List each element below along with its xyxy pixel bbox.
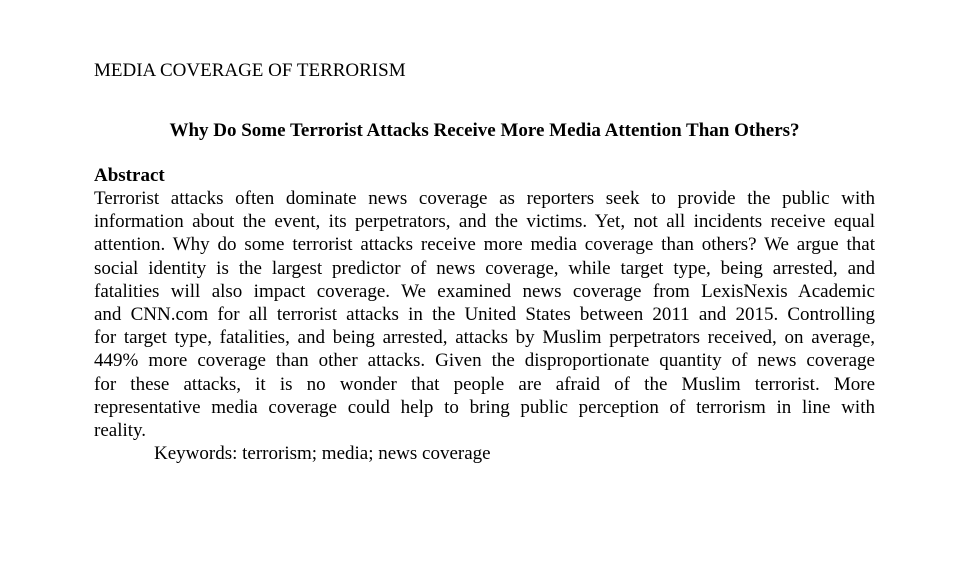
abstract-line: representative media coverage could help to bring public perception of terrorism in line with (94, 396, 875, 418)
abstract-line: attention. Why do some terrorist attacks receive more media coverage than others? We argue that (94, 234, 875, 256)
abstract-heading: Abstract (94, 165, 165, 186)
abstract-line: and CNN.com for all terrorist attacks in the United States between 2011 and 2015. Controlling (94, 303, 875, 325)
abstract-line: fatalities will also impact coverage. We examined news coverage from LexisNexis Academic (94, 280, 875, 302)
abstract-line: social identity is the largest predictor of news coverage, while target type, being arrested, and (94, 257, 875, 279)
abstract-line: 449% more coverage than other attacks. Given the disproportionate quantity of news coverage (94, 350, 875, 372)
abstract-line: for these attacks, it is no wonder that people are afraid of the Muslim terrorist. More (94, 373, 875, 395)
abstract-body (94, 187, 875, 442)
running-head: MEDIA COVERAGE OF TERRORISM (94, 60, 406, 81)
abstract-line: for target type, fatalities, and being arrested, attacks by Muslim perpetrators received, on average, (94, 327, 875, 349)
keywords: Keywords: terrorism; media; news coverage (154, 443, 491, 464)
paper-title: Why Do Some Terrorist Attacks Receive More Media Attention Than Others? (169, 120, 800, 141)
abstract-line: reality. (94, 419, 147, 441)
abstract-line: information about the event, its perpetrators, and the victims. Yet, not all incidents receive equal (94, 211, 875, 233)
abstract-line: Terrorist attacks often dominate news coverage as reporters seek to provide the public with (94, 188, 875, 209)
